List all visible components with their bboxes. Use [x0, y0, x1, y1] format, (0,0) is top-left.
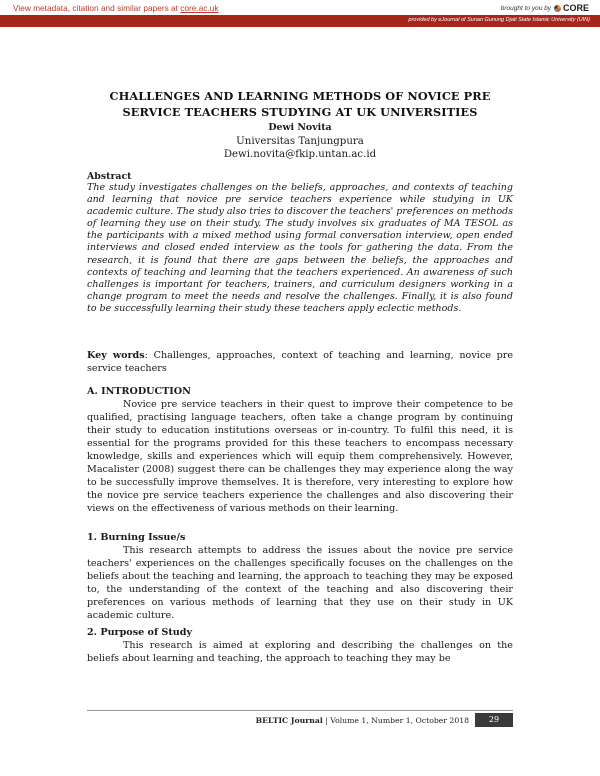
abstract-body: The study investigates challenges on the beliefs, approaches, and contexts of teaching and learning that novice pre service teachers experience while studying in UK academic culture. The study also tries to discover the teachers' preferences on methods of learning they use on their study. The study involves six graduates of MA TESOL as the participants with a mixed method using formal conversation interview, open ended interviews and closed ended interview as the tools for gathering the data. From the research, it is found that there are gaps between the beliefs, the approaches and contexts of teaching and learning that the teachers experienced. An awareness of such challenges is important for teachers, trainers, and curriculum designers working in a change program to meet the needs and resolve the challenges. Finally, it is also found to be successfully learning their study these teachers apply eclectic methods. — [87, 182, 513, 314]
brought-text: brought to you by — [500, 4, 551, 12]
core-logo[interactable] — [554, 3, 589, 13]
view-metadata-link[interactable] — [13, 3, 219, 13]
keywords-label: Key words — [87, 350, 145, 361]
brought-to-you-by — [501, 3, 589, 13]
page-footer — [87, 710, 513, 729]
keywords — [87, 349, 513, 375]
journal-info: | Volume 1, Number 1, October 2018 — [322, 716, 469, 725]
purpose-paragraph — [87, 639, 513, 665]
abstract-heading: Abstract — [87, 171, 132, 182]
burning-issues-heading: 1. Burning Issue/s — [87, 532, 186, 543]
introduction-heading: A. INTRODUCTION — [87, 386, 191, 397]
burning-issues-text: This research attempts to address the issues about the novice pre service teachers' experiences on the challenges specifically focuses on the challenges on the beliefs about the teaching and learning, the approach to teaching they may be exposed to, the understanding of the context of the teaching and also discovering their preferences on various methods of learning that they use on their study in UK academic culture. — [87, 545, 513, 621]
author-block — [87, 121, 513, 162]
core-ac-uk-link[interactable]: core.ac.uk — [180, 3, 219, 13]
title-line-2: SERVICE TEACHERS STUDYING AT UK UNIVERSITIES — [122, 105, 478, 119]
burning-issues-paragraph — [87, 544, 513, 622]
introduction-text: Novice pre service teachers in their quest to improve their competence to be qualified, practising language teachers, often take a change program by continuing their study to education institutions overseas or in-country. To fulfil this need, it is essential for the programs provided for this these teachers to encompass necessary knowledge, skills and experiences which will equip them comprehensively. However, Macalister (2008) suggest there can be challenges they may experience along the way to be successfully improve themselves. It is therefore, very interesting to explore how the novice pre service teachers experience the challenges and also discovering their views on the effectiveness of various methods on their learning. — [87, 399, 513, 514]
keywords-text: : Challenges, approaches, context of teaching and learning, novice pre service teachers — [87, 350, 514, 374]
purpose-heading: 2. Purpose of Study — [87, 627, 193, 638]
journal-citation — [256, 716, 469, 725]
introduction-paragraph — [87, 398, 513, 515]
core-logo-label: CORE — [562, 3, 589, 13]
author-affiliation: Universitas Tanjungpura — [236, 135, 364, 147]
author-name: Dewi Novita — [268, 122, 332, 133]
view-metadata-text: View metadata, citation and similar papers at — [13, 3, 181, 13]
purpose-text: This research is aimed at exploring and describing the challenges on the beliefs about learning and teaching, the approach to teaching they may be — [87, 640, 513, 664]
author-email: Dewi.novita@fkip.untan.ac.id — [223, 149, 377, 161]
core-logo-icon — [554, 5, 561, 12]
paper-title — [87, 88, 513, 120]
provider-banner — [0, 15, 600, 27]
page-number: 29 — [475, 713, 513, 727]
journal-name: BELTIC Journal — [255, 716, 323, 725]
provided-by-text: provided by eJournal of Sunan Gunung Djati State Islamic University (UIN) — [408, 16, 590, 23]
title-line-1: CHALLENGES AND LEARNING METHODS OF NOVICE PRE — [109, 89, 491, 103]
